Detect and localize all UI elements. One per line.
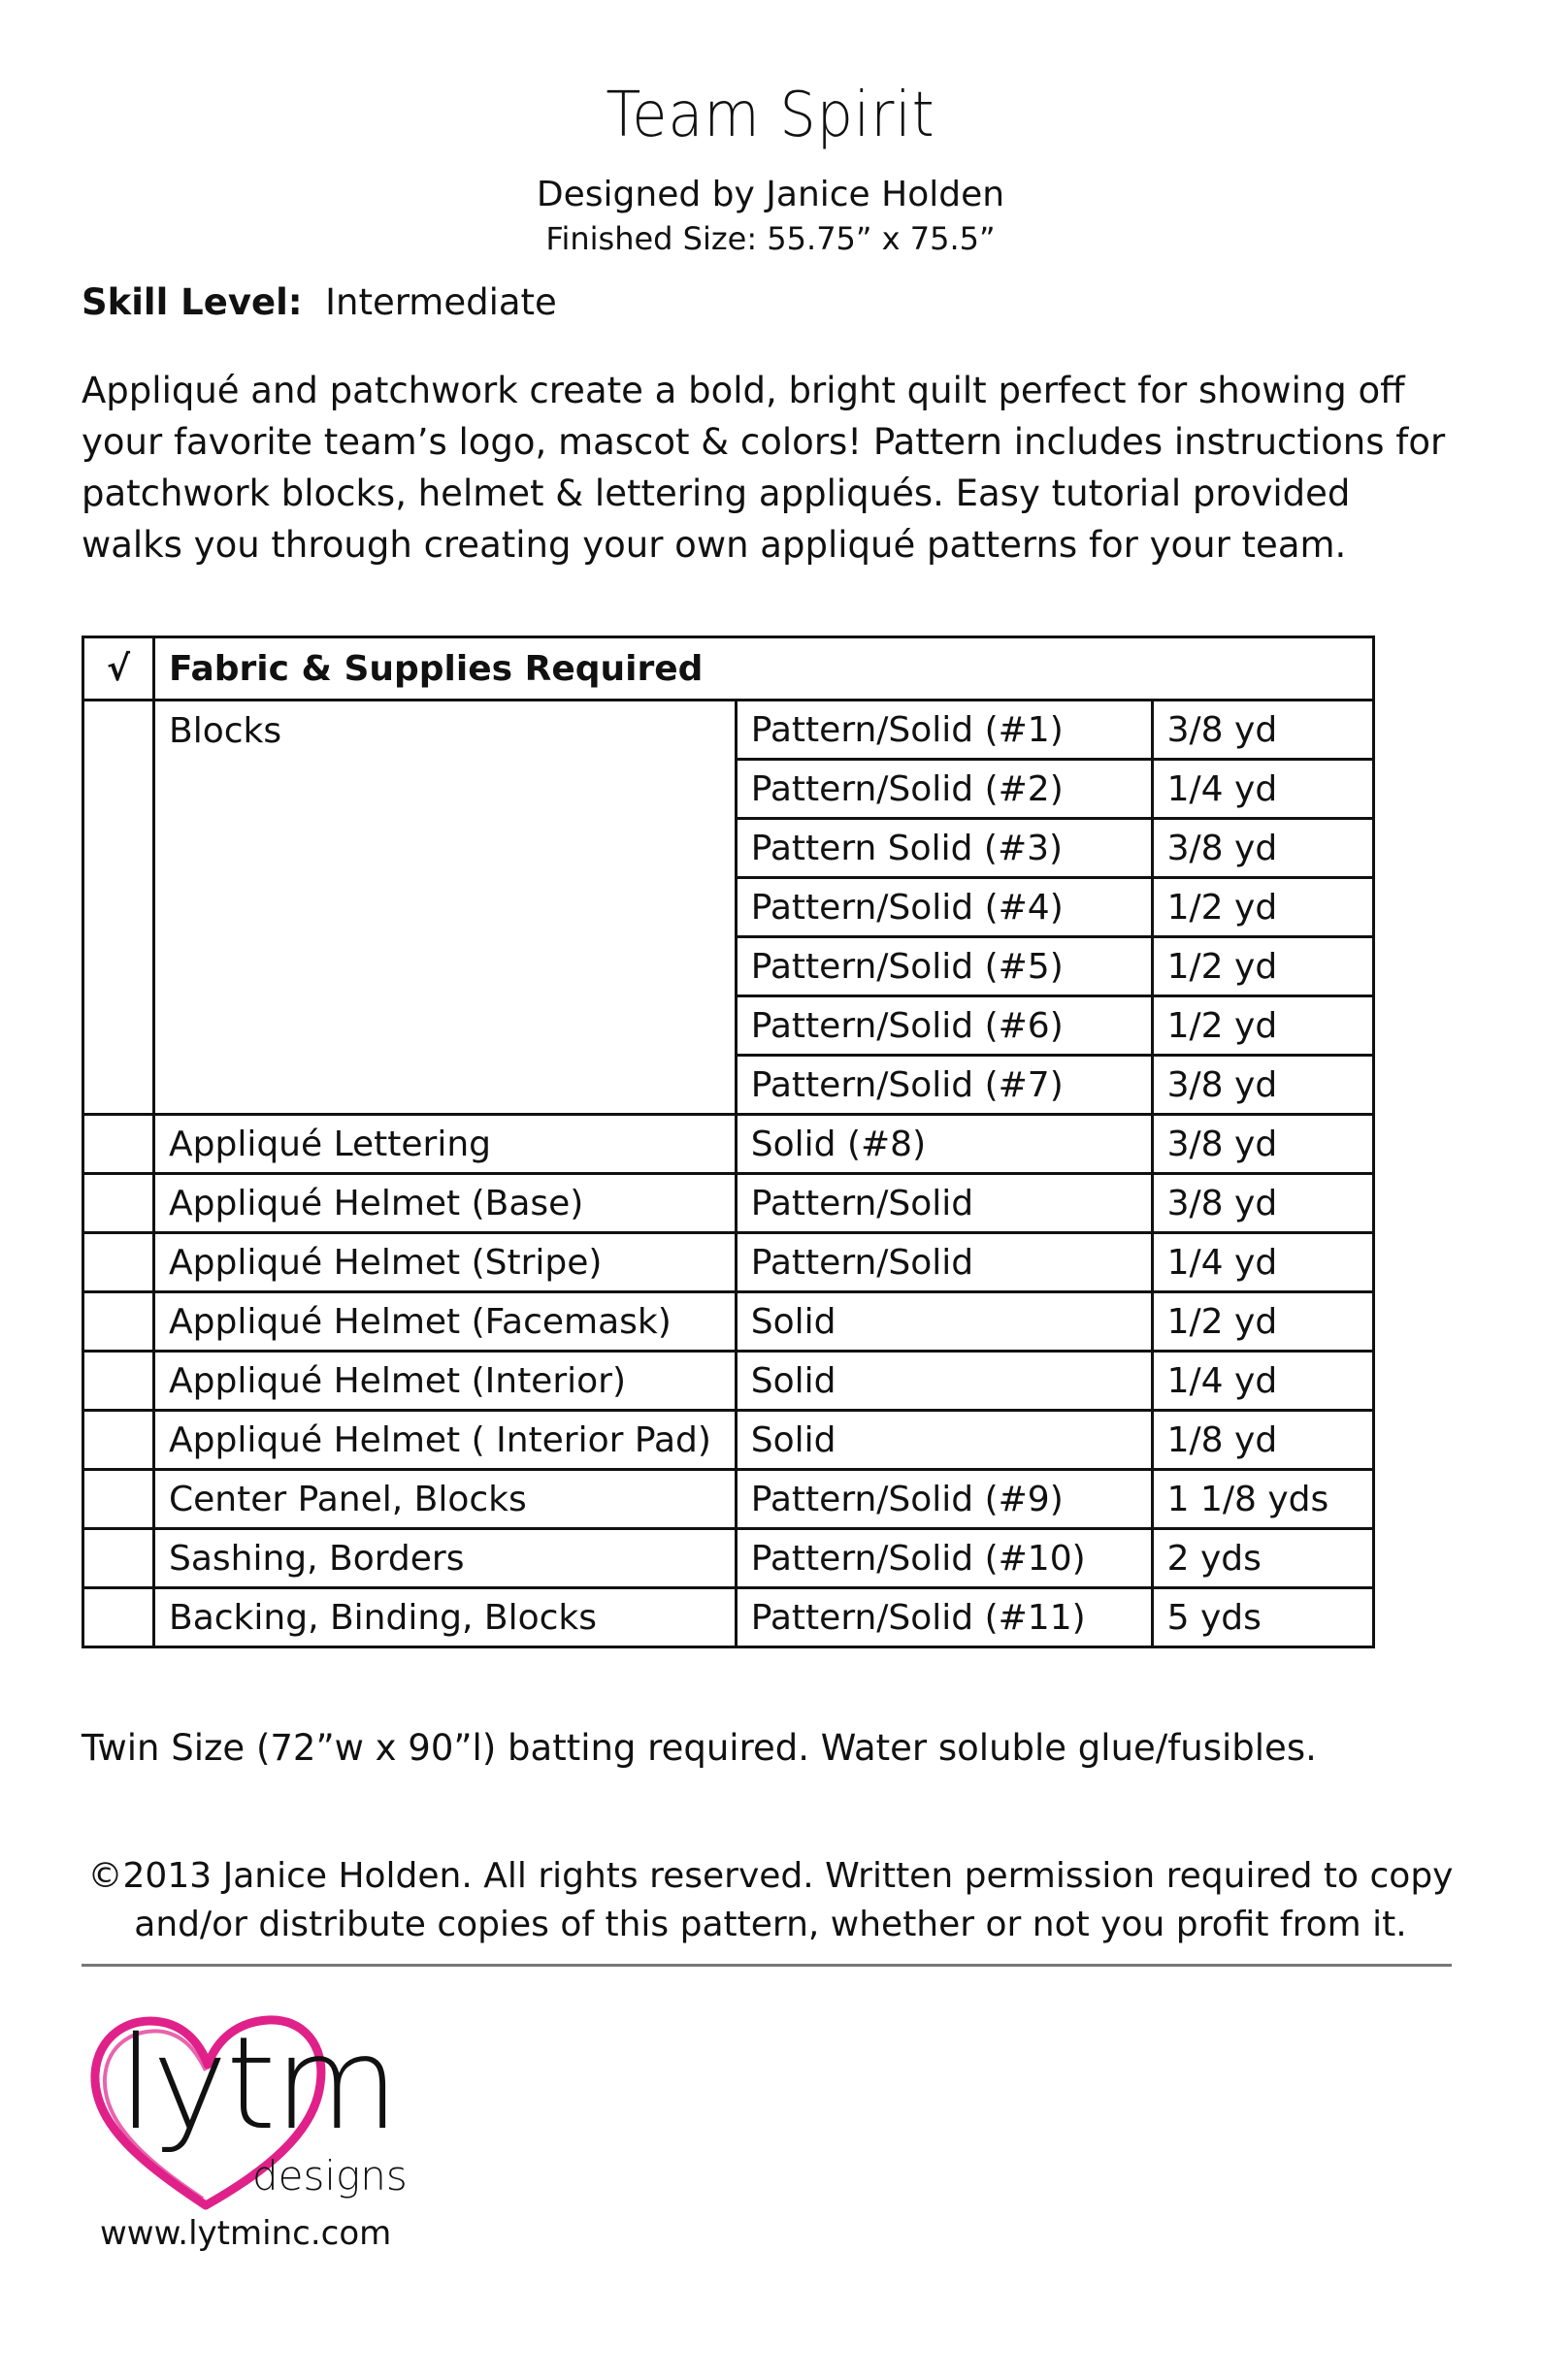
fabric-cell: Pattern/Solid (#1) <box>736 701 1152 760</box>
quantity-cell: 1/2 yd <box>1152 996 1373 1056</box>
table-title: Fabric & Supplies Required <box>154 637 1374 701</box>
table-row <box>83 1529 1374 1588</box>
check-cell <box>83 1233 154 1292</box>
page-title: Team Spirit <box>606 80 935 151</box>
fabric-cell: Pattern/Solid (#9) <box>736 1470 1152 1529</box>
quantity-cell: 1/2 yd <box>1152 878 1373 937</box>
copyright-line-1: ©2013 Janice Holden. All rights reserved. Written permission required to copy <box>87 1856 1454 1896</box>
fabric-cell: Pattern Solid (#3) <box>736 819 1152 878</box>
batting-note: Twin Size (72”w x 90”l) batting required. Water soluble glue/fusibles. <box>82 1727 1317 1769</box>
quantity-cell: 1/4 yd <box>1152 1233 1373 1292</box>
item-cell: Appliqué Lettering <box>154 1115 737 1174</box>
item-cell: Appliqué Helmet ( Interior Pad) <box>154 1411 737 1470</box>
table-row <box>83 1470 1374 1529</box>
quantity-cell: 5 yds <box>1152 1588 1373 1647</box>
logo-subtitle: designs <box>252 2152 408 2200</box>
quantity-cell: 1/8 yd <box>1152 1411 1373 1470</box>
check-cell <box>83 701 154 1115</box>
quantity-cell: 2 yds <box>1152 1529 1373 1588</box>
lytm-logo <box>82 2006 431 2220</box>
table-row <box>83 1174 1374 1233</box>
table-row <box>83 1115 1374 1174</box>
skill-level-value: Intermediate <box>325 281 557 323</box>
quantity-cell: 1/2 yd <box>1152 1292 1373 1352</box>
item-cell: Appliqué Helmet (Base) <box>154 1174 737 1233</box>
fabric-cell: Pattern/Solid (#4) <box>736 878 1152 937</box>
fabric-cell: Solid <box>736 1352 1152 1411</box>
check-cell <box>83 1115 154 1174</box>
item-cell: Appliqué Helmet (Interior) <box>154 1352 737 1411</box>
quantity-cell: 1/4 yd <box>1152 760 1373 819</box>
table-row <box>83 1292 1374 1352</box>
supplies-table <box>82 636 1375 1648</box>
divider <box>82 1964 1452 1967</box>
logo-wordmark: lytm <box>118 2009 398 2159</box>
fabric-cell: Pattern/Solid (#7) <box>736 1056 1152 1115</box>
check-cell <box>83 1292 154 1352</box>
item-cell: Sashing, Borders <box>154 1529 737 1588</box>
check-cell <box>83 1470 154 1529</box>
fabric-cell: Solid (#8) <box>736 1115 1152 1174</box>
table-row <box>83 701 1374 760</box>
copyright-notice <box>82 1852 1459 1949</box>
table-row <box>83 1588 1374 1647</box>
table-row <box>83 1233 1374 1292</box>
supplies-body <box>83 701 1374 1647</box>
fabric-cell: Pattern/Solid <box>736 1174 1152 1233</box>
fabric-cell: Solid <box>736 1292 1152 1352</box>
quantity-cell: 3/8 yd <box>1152 1174 1373 1233</box>
quantity-cell: 3/8 yd <box>1152 819 1373 878</box>
fabric-cell: Pattern/Solid <box>736 1233 1152 1292</box>
item-cell: Center Panel, Blocks <box>154 1470 737 1529</box>
fabric-cell: Pattern/Solid (#10) <box>736 1529 1152 1588</box>
check-column-header: √ <box>83 637 154 701</box>
quantity-cell: 1/4 yd <box>1152 1352 1373 1411</box>
item-cell: Blocks <box>154 701 737 1115</box>
table-row <box>83 1352 1374 1411</box>
quantity-cell: 1/2 yd <box>1152 937 1373 996</box>
fabric-cell: Pattern/Solid (#2) <box>736 760 1152 819</box>
skill-level-label: Skill Level: <box>82 281 303 323</box>
item-cell: Backing, Binding, Blocks <box>154 1588 737 1647</box>
table-header-row <box>83 637 1374 701</box>
check-cell <box>83 1529 154 1588</box>
skill-level <box>82 281 557 323</box>
quantity-cell: 3/8 yd <box>1152 1115 1373 1174</box>
fabric-cell: Pattern/Solid (#6) <box>736 996 1152 1056</box>
check-cell <box>83 1588 154 1647</box>
item-cell: Appliqué Helmet (Facemask) <box>154 1292 737 1352</box>
quantity-cell: 1 1/8 yds <box>1152 1470 1373 1529</box>
table-row <box>83 1411 1374 1470</box>
fabric-cell: Solid <box>736 1411 1152 1470</box>
quantity-cell: 3/8 yd <box>1152 1056 1373 1115</box>
item-cell: Appliqué Helmet (Stripe) <box>154 1233 737 1292</box>
fabric-cell: Pattern/Solid (#11) <box>736 1588 1152 1647</box>
designer-line: Designed by Janice Holden <box>536 175 1005 214</box>
fabric-cell: Pattern/Solid (#5) <box>736 937 1152 996</box>
intro-paragraph: Appliqué and patchwork create a bold, bright quilt perfect for showing off your favorite team’s logo, mascot & colors! Pattern includes instructions for patchwork blocks, helmet & lettering appliqués. Easy tutorial provided walks you through creating your own appliqué patterns for your team. <box>82 370 1446 566</box>
check-cell <box>83 1411 154 1470</box>
copyright-line-2: and/or distribute copies of this pattern, whether or not you profit from it. <box>134 1905 1407 1944</box>
finished-size: Finished Size: 55.75” x 75.5” <box>545 220 996 257</box>
check-cell <box>83 1352 154 1411</box>
check-cell <box>83 1174 154 1233</box>
website-link[interactable]: www.lytminc.com <box>100 2214 392 2253</box>
quantity-cell: 3/8 yd <box>1152 701 1373 760</box>
